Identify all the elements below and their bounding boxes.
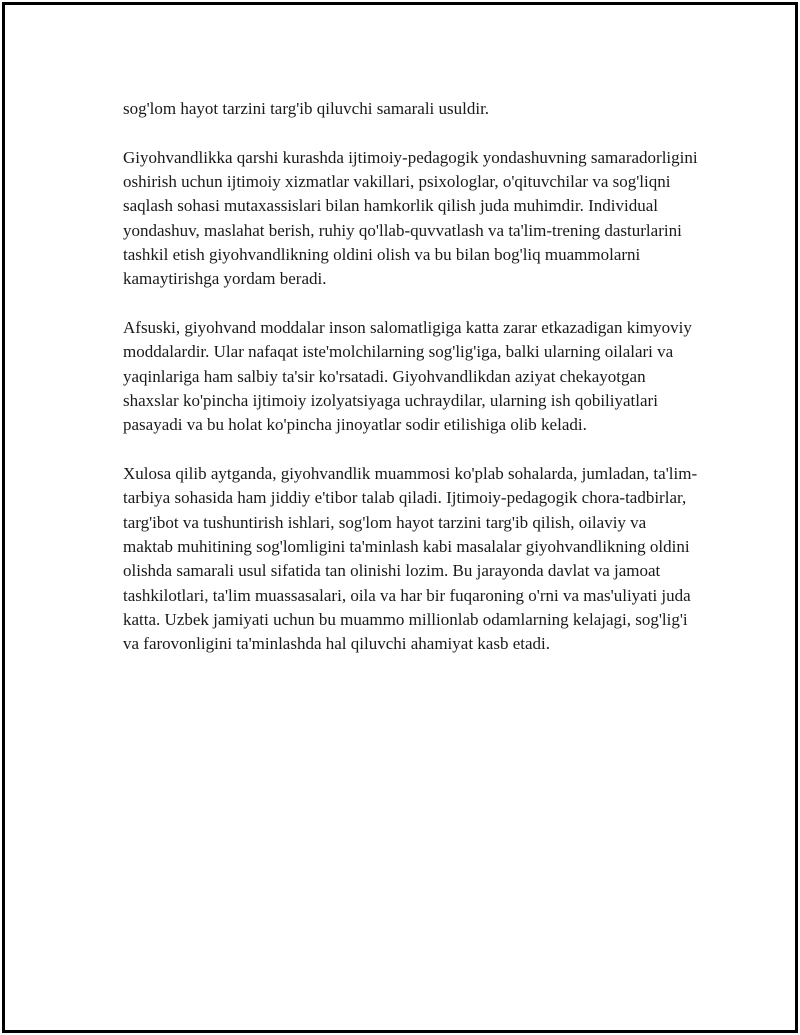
- document-page: [2, 2, 798, 1033]
- paragraph-collaboration: Giyohvandlikka qarshi kurashda ijtimoiy-pedagogik yondashuvning samaradorligini oshirish uchun ijtimoiy xizmatlar vakillari, psixologlar, o'qituvchilar va sog'liqni saqlash sohasi mutaxassislari bilan hamkorlik qilish juda muhimdir. Individual yondashuv, maslahat berish, ruhiy qo'llab-quvvatlash va ta'lim-trening dasturlarini tashkil etish giyohvandlikning oldini olish va bu bilan bog'liq muammolarni kamaytirishga yordam beradi.: [123, 147, 698, 289]
- document-body: [123, 97, 698, 656]
- paragraph-conclusion: Xulosa qilib aytganda, giyohvandlik muammosi ko'plab sohalarda, jumladan, ta'lim-tarbiya sohasida ham jiddiy e'tibor talab qiladi. Ijtimoiy-pedagogik chora-tadbirlar, targ'ibot va tushuntirish ishlari, sog'lom hayot tarzini targ'ib qilish, oilaviy va maktab muhitining sog'lomligini ta'minlash kabi masalalar giyohvandlikning oldini olishda samarali usul sifatida tan olinishi lozim. Bu jarayonda davlat va jamoat tashkilotlari, ta'lim muassasalari, oila va har bir fuqaroning o'rni va mas'uliyati juda katta. Uzbek jamiyati uchun bu muammo millionlab odamlarning kelajagi, sog'lig'i va farovonligini ta'minlashda hal qiluvchi ahamiyat kasb etadi.: [123, 464, 698, 654]
- paragraph-harm: Afsuski, giyohvand moddalar inson salomatligiga katta zarar etkazadigan kimyoviy moddalardir. Ular nafaqat iste'molchilarning sog'lig'iga, balki ularning oilalari va yaqinlariga ham salbiy ta'sir ko'rsatadi. Giyohvandlikdan aziyat chekayotgan shaxslar ko'pincha ijtimoiy izolyatsiyaga uchraydilar, ularning ish qobiliyatlari pasayadi va bu holat ko'pincha jinoyatlar sodir etilishiga olib keladi.: [123, 318, 692, 435]
- paragraph-continuation: sog'lom hayot tarzini targ'ib qiluvchi samarali usuldir.: [123, 99, 490, 118]
